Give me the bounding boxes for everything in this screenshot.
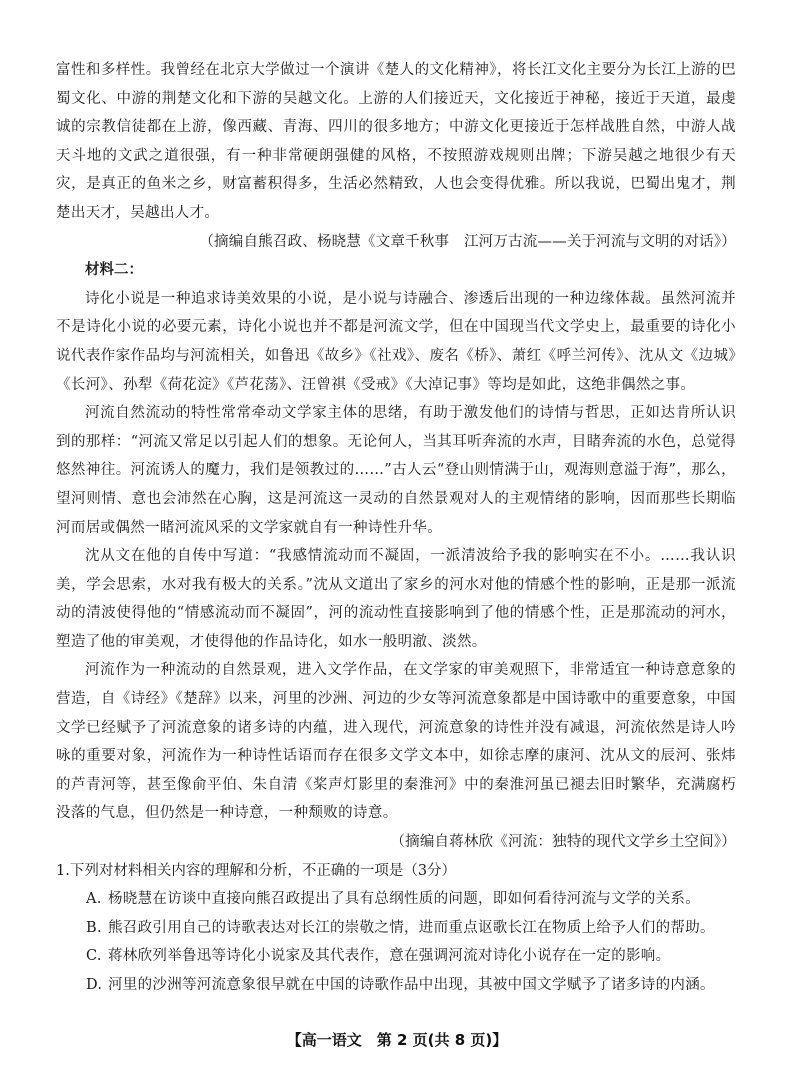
option-text: 杨晓慧在访谈中直接向熊召政提出了具有总纲性质的问题，即如何看待河流与文学的关系。: [108, 891, 700, 908]
material-two-paragraph: 诗化小说是一种追求诗美效果的小说，是小说与诗融合、渗透后出现的一种边缘体裁。虽然河流并不是诗化小说的必要元素，诗化小说也并不都是河流文学，但在中国现当代文学史上，最重要的诗化小说代表作家作品均与河流相关，如鲁迅《故乡》《社戏》、废名《桥》、萧红《呼兰河传》、沈从文《边城》《长河》、孙犁《荷花淀》《芦花荡》、汪曾祺《受戒》《大淖记事》等均是如此，这绝非偶然之事。: [56, 290, 736, 393]
material-two-label: 材料二：: [85, 261, 143, 279]
material-two-paragraph: 沈从文在他的自传中写道：“我感情流动而不凝固，一派清波给予我的影响实在不小。……我认识美，学会思索，水对我有极大的关系。”沈从文道出了家乡的河水对他的情感个性的影响，正是那一派流动的清波使得他的“情感流动而不凝固”，河的流动性直接影响到了他的情感个性，正是那流动的河水，塑造了他的审美观，才使得他的作品诗化，如水一般明澈、淡然。: [56, 548, 736, 650]
option-letter: D.: [86, 977, 103, 993]
material-one-tail-paragraph: 富性和多样性。我曾经在北京大学做过一个演讲《楚人的文化精神》，将长江文化主要分为长江上游的巴蜀文化、中游的荆楚文化和下游的吴越文化。上游的人们接近天，文化接近于神秘，接近于天道，最虔诚的宗教信徒都在上游，像西藏、青海、四川的很多地方；中游文化更接近于怎样战胜自然，中游人战天斗地的文武之道很强，有一种非常硬朗强健的风格，不按照游戏规则出牌；下游吴越之地很少有天灾，是真正的鱼米之乡，财富蓄积得多，生活必然精致，人也会变得优雅。所以我说，巴蜀出鬼才，荆楚出天才，吴越出人才。: [56, 62, 736, 221]
material-one-source: （摘编自熊召政、杨晓慧《文章千秋事 江河万古流——关于河流与文明的对话》）: [199, 233, 736, 250]
page-footer: 【高一语文 第 2 页(共 8 页)】: [286, 1031, 508, 1049]
material-two-paragraph: 河流作为一种流动的自然景观，进入文学作品，在文学家的审美观照下，非常适宜一种诗意意象的营造，自《诗经》《楚辞》以来，河里的沙洲、河边的少女等河流意象都是中国诗歌中的重要意象，中国文学已经赋予了河流意象的诸多诗的内蕴，进入现代，河流意象的诗性并没有减退，河流依然是诗人吟咏的重要对象，河流作为一种诗性话语而存在很多文学文本中，如徐志摩的康河、沈从文的辰河、张炜的芦青河等，甚至像俞平伯、朱自清《桨声灯影里的秦淮河》中的秦淮河虽已褪去旧时繁华，充满腐朽没落的气息，但仍然是一种诗意，一种颓败的诗意。: [56, 662, 736, 822]
option-letter: C.: [86, 948, 102, 965]
option-letter: B.: [86, 919, 102, 936]
option-a: [56, 885, 736, 914]
option-text: 蒋林欣列举鲁迅等诗化小说家及其代表作，意在强调河流对诗化小说存在一定的影响。: [108, 948, 671, 965]
option-text: 熊召政引用自己的诗歌表达对长江的崇敬之情，进而重点讴歌长江在物质上给予人们的帮助。: [108, 919, 715, 936]
material-two-paragraph: 河流自然流动的特性常常牵动文学家主体的思绪，有助于激发他们的诗情与哲思，正如达肯所认识到的那样：“河流又常足以引起人们的想象。无论何人，当其耳听奔流的水声，目睹奔流的水色，总觉得悠然神往。河流诱人的魔力，我们是领教过的……”古人云“登山则情满于山，观海则意溢于海”，那么，望河则情、意也会沛然在心胸，这是河流这一灵动的自然景观对人的主观情绪的影响，因而那些长期临河而居或偶然一睹河流风采的文学家就自有一种诗性升华。: [56, 405, 736, 536]
option-text: 河里的沙洲等河流意象很早就在中国的诗歌作品中出现，其被中国文学赋予了诸多诗的内涵。: [108, 977, 715, 993]
option-d: [56, 971, 736, 1000]
question-stem: 1.下列对材料相关内容的理解和分析，不正确的一项是（3分）: [56, 862, 457, 879]
option-b: [56, 914, 736, 943]
option-c: [56, 942, 736, 971]
option-letter: A.: [86, 891, 102, 908]
material-two-source: （摘编自蒋林欣《河流：独特的现代文学乡土空间》）: [390, 834, 736, 851]
page-content: [56, 56, 736, 1000]
